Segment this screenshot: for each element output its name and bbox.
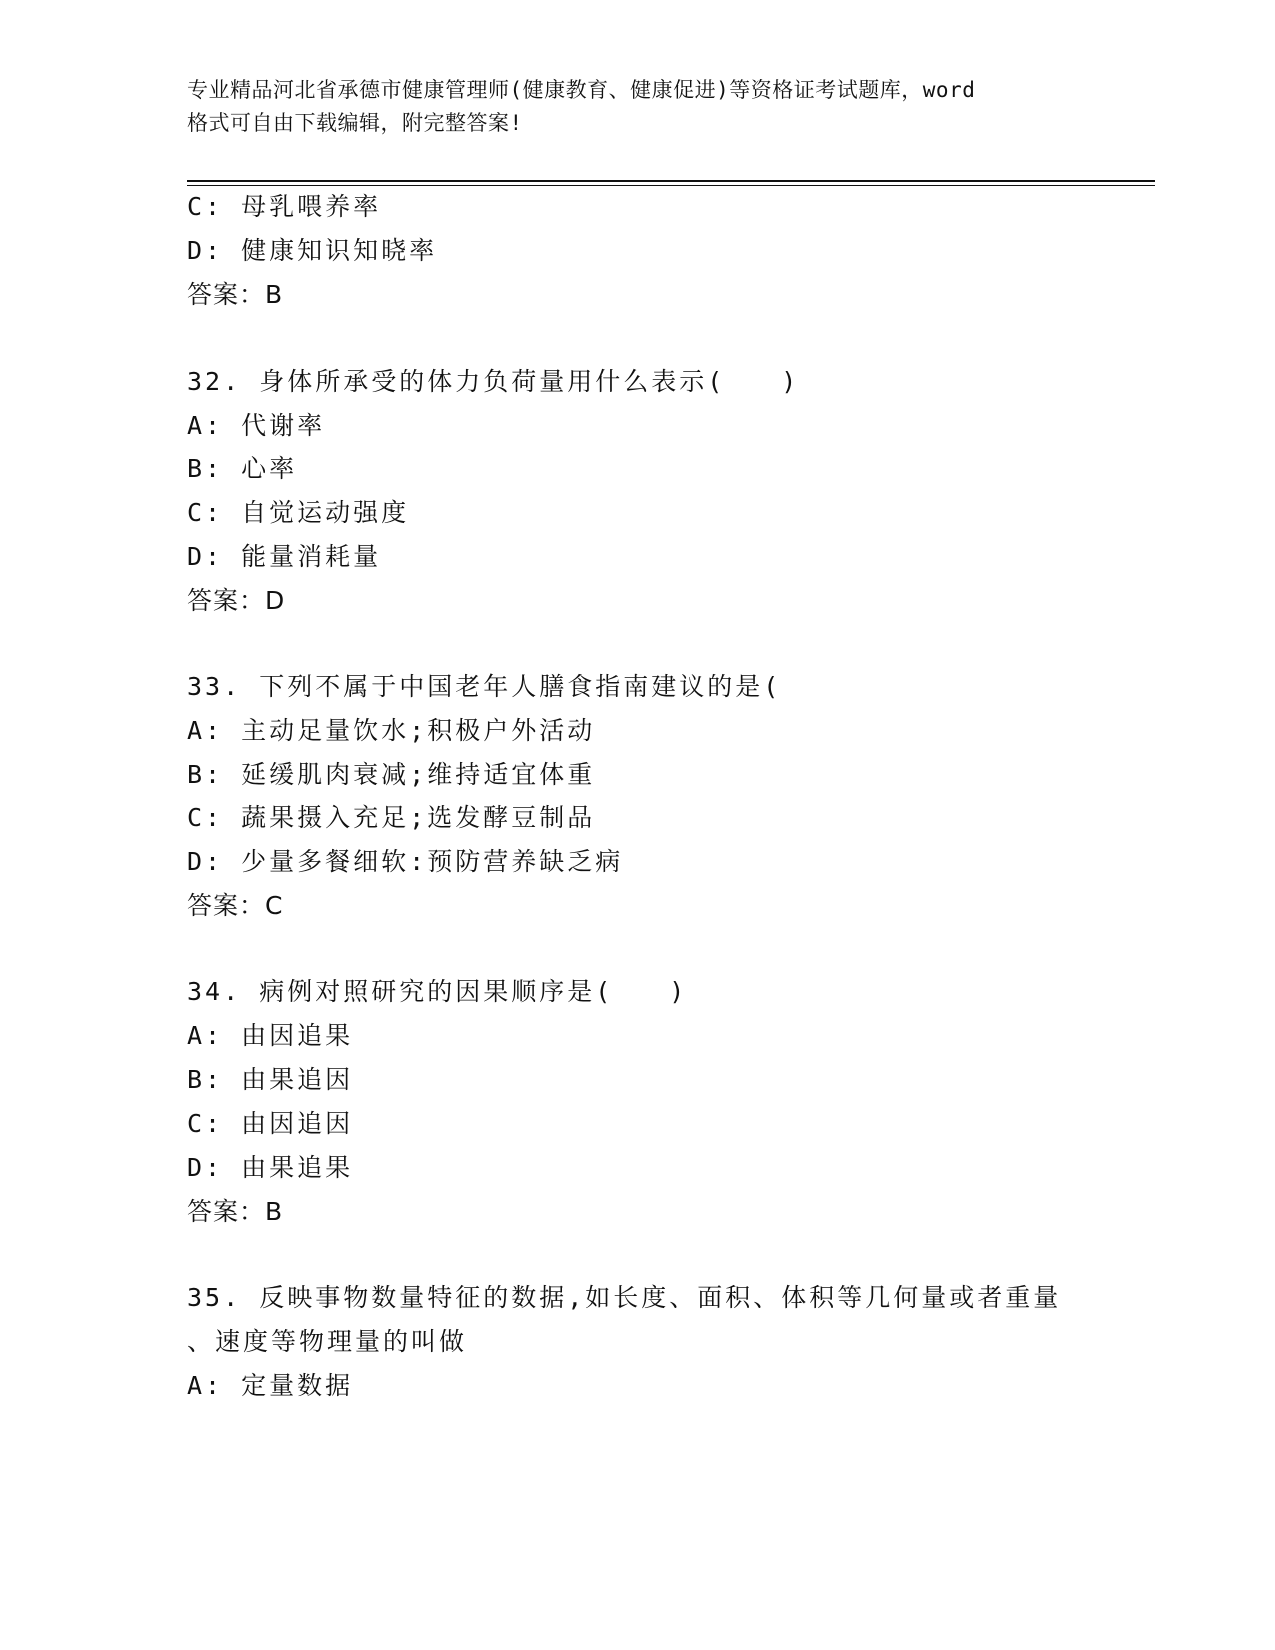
q32-option-d: D: 能量消耗量 [187, 542, 382, 571]
header-rule-thick [187, 180, 1155, 182]
header-line-1: 专业精品河北省承德市健康管理师(健康教育、健康促进)等资格证考试题库，word [187, 78, 976, 102]
q33-option-c: C: 蔬果摄入充足;选发酵豆制品 [187, 803, 596, 832]
q32-option-b: B: 心率 [187, 454, 298, 483]
q33-option-a: A: 主动足量饮水;积极户外活动 [187, 716, 596, 745]
q35-question-line-1: 35. 反映事物数量特征的数据,如长度、面积、体积等几何量或者重量 [187, 1283, 1062, 1312]
page-header [187, 74, 1087, 140]
header-rule-thin [187, 185, 1155, 186]
q33-question: 33. 下列不属于中国老年人膳食指南建议的是( [187, 672, 782, 701]
q32-option-c: C: 自觉运动强度 [187, 498, 410, 527]
q34-option-b: B: 由果追因 [187, 1065, 354, 1094]
q33-answer: 答案：C [187, 891, 284, 920]
q31-answer: 答案：B [187, 280, 284, 309]
q32-answer: 答案：D [187, 586, 286, 615]
q35-option-a: A: 定量数据 [187, 1371, 354, 1400]
q34-option-c: C: 由因追因 [187, 1109, 354, 1138]
q32-option-a: A: 代谢率 [187, 411, 326, 440]
header-line-2: 格式可自由下载编辑，附完整答案! [187, 111, 523, 135]
q33-option-b: B: 延缓肌肉衰减;维持适宜体重 [187, 760, 596, 789]
q34-option-a: A: 由因追果 [187, 1021, 354, 1050]
q31-option-d: D: 健康知识知晓率 [187, 236, 438, 265]
q33-option-d: D: 少量多餐细软:预防营养缺乏病 [187, 847, 624, 876]
q31-option-c: C: 母乳喂养率 [187, 192, 382, 221]
q32-question: 32. 身体所承受的体力负荷量用什么表示( ) [187, 367, 800, 396]
q34-option-d: D: 由果追果 [187, 1153, 354, 1182]
q34-question: 34. 病例对照研究的因果顺序是( ) [187, 977, 688, 1006]
q35-question-line-2: 、速度等物理量的叫做 [187, 1327, 468, 1356]
q34-answer: 答案：B [187, 1197, 284, 1226]
